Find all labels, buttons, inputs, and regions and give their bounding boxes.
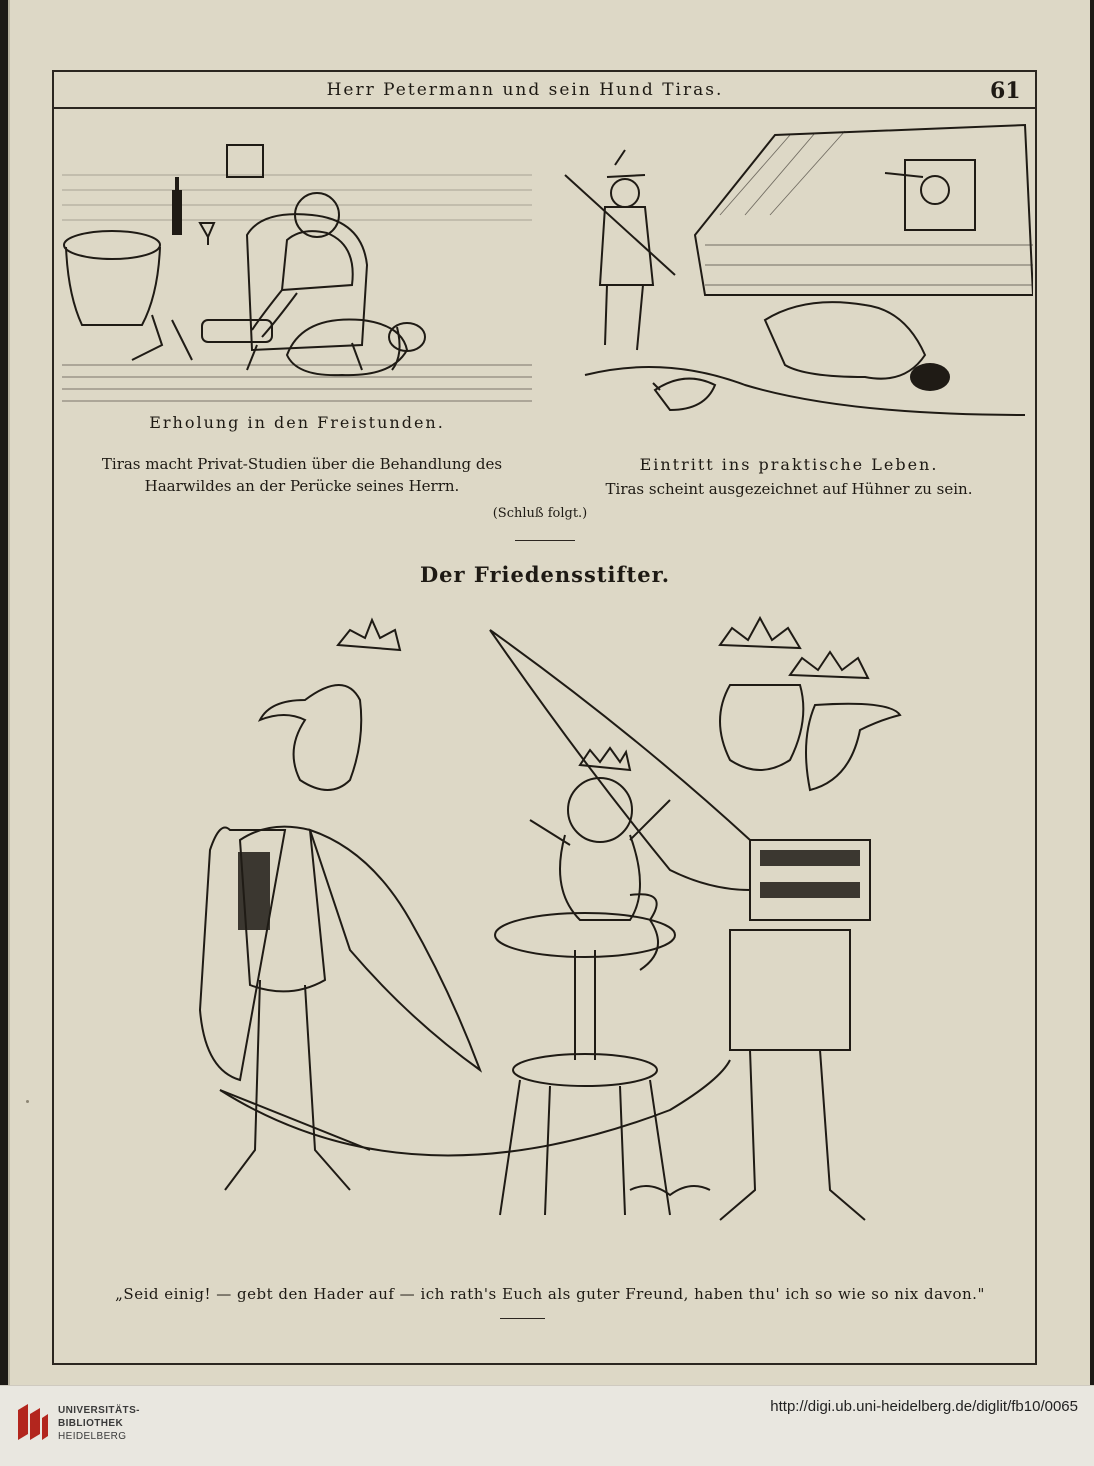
illustration-hunting-dog [545, 115, 1033, 435]
source-url-link[interactable]: http://digi.ub.uni-heidelberg.de/diglit/fb10/0065 [770, 1398, 1078, 1415]
cartoon-caption: „Seid einig! — gebt den Hader auf — ich rath's Euch als guter Freund, haben thu' ich so wie so nix davon." [115, 1285, 985, 1303]
right-panel-title: Eintritt ins praktische Leben. [639, 455, 939, 474]
header-rule [52, 107, 1037, 109]
library-name-line-1: UNIVERSITÄTS- [58, 1405, 140, 1416]
illustration-resting-man [62, 115, 532, 410]
margin-mark [26, 1100, 29, 1103]
cartoon-title: Der Friedensstifter. [419, 562, 671, 587]
left-panel-caption-line-1: Tiras macht Privat-Studien über die Behandlung des [101, 455, 503, 473]
caption-underline [500, 1318, 545, 1319]
library-name-line-2: BIBLIOTHEK [58, 1418, 124, 1429]
illustration-eagles-and-lion [110, 590, 1010, 1280]
section-divider [515, 540, 575, 541]
library-logo-icon [14, 1400, 50, 1444]
running-title: Herr Petermann und sein Hund Tiras. [326, 80, 724, 100]
library-name-line-3: HEIDELBERG [58, 1431, 127, 1442]
continuation-note: (Schluß folgt.) [492, 506, 588, 521]
right-panel-caption: Tiras scheint ausgezeichnet auf Hühner zu sein. [605, 480, 973, 498]
left-panel-title: Erholung in den Freistunden. [149, 413, 445, 432]
left-panel-caption-line-2: Haarwildes an der Perücke seines Herrn. [144, 477, 460, 495]
page-number: 61 [990, 78, 1021, 104]
